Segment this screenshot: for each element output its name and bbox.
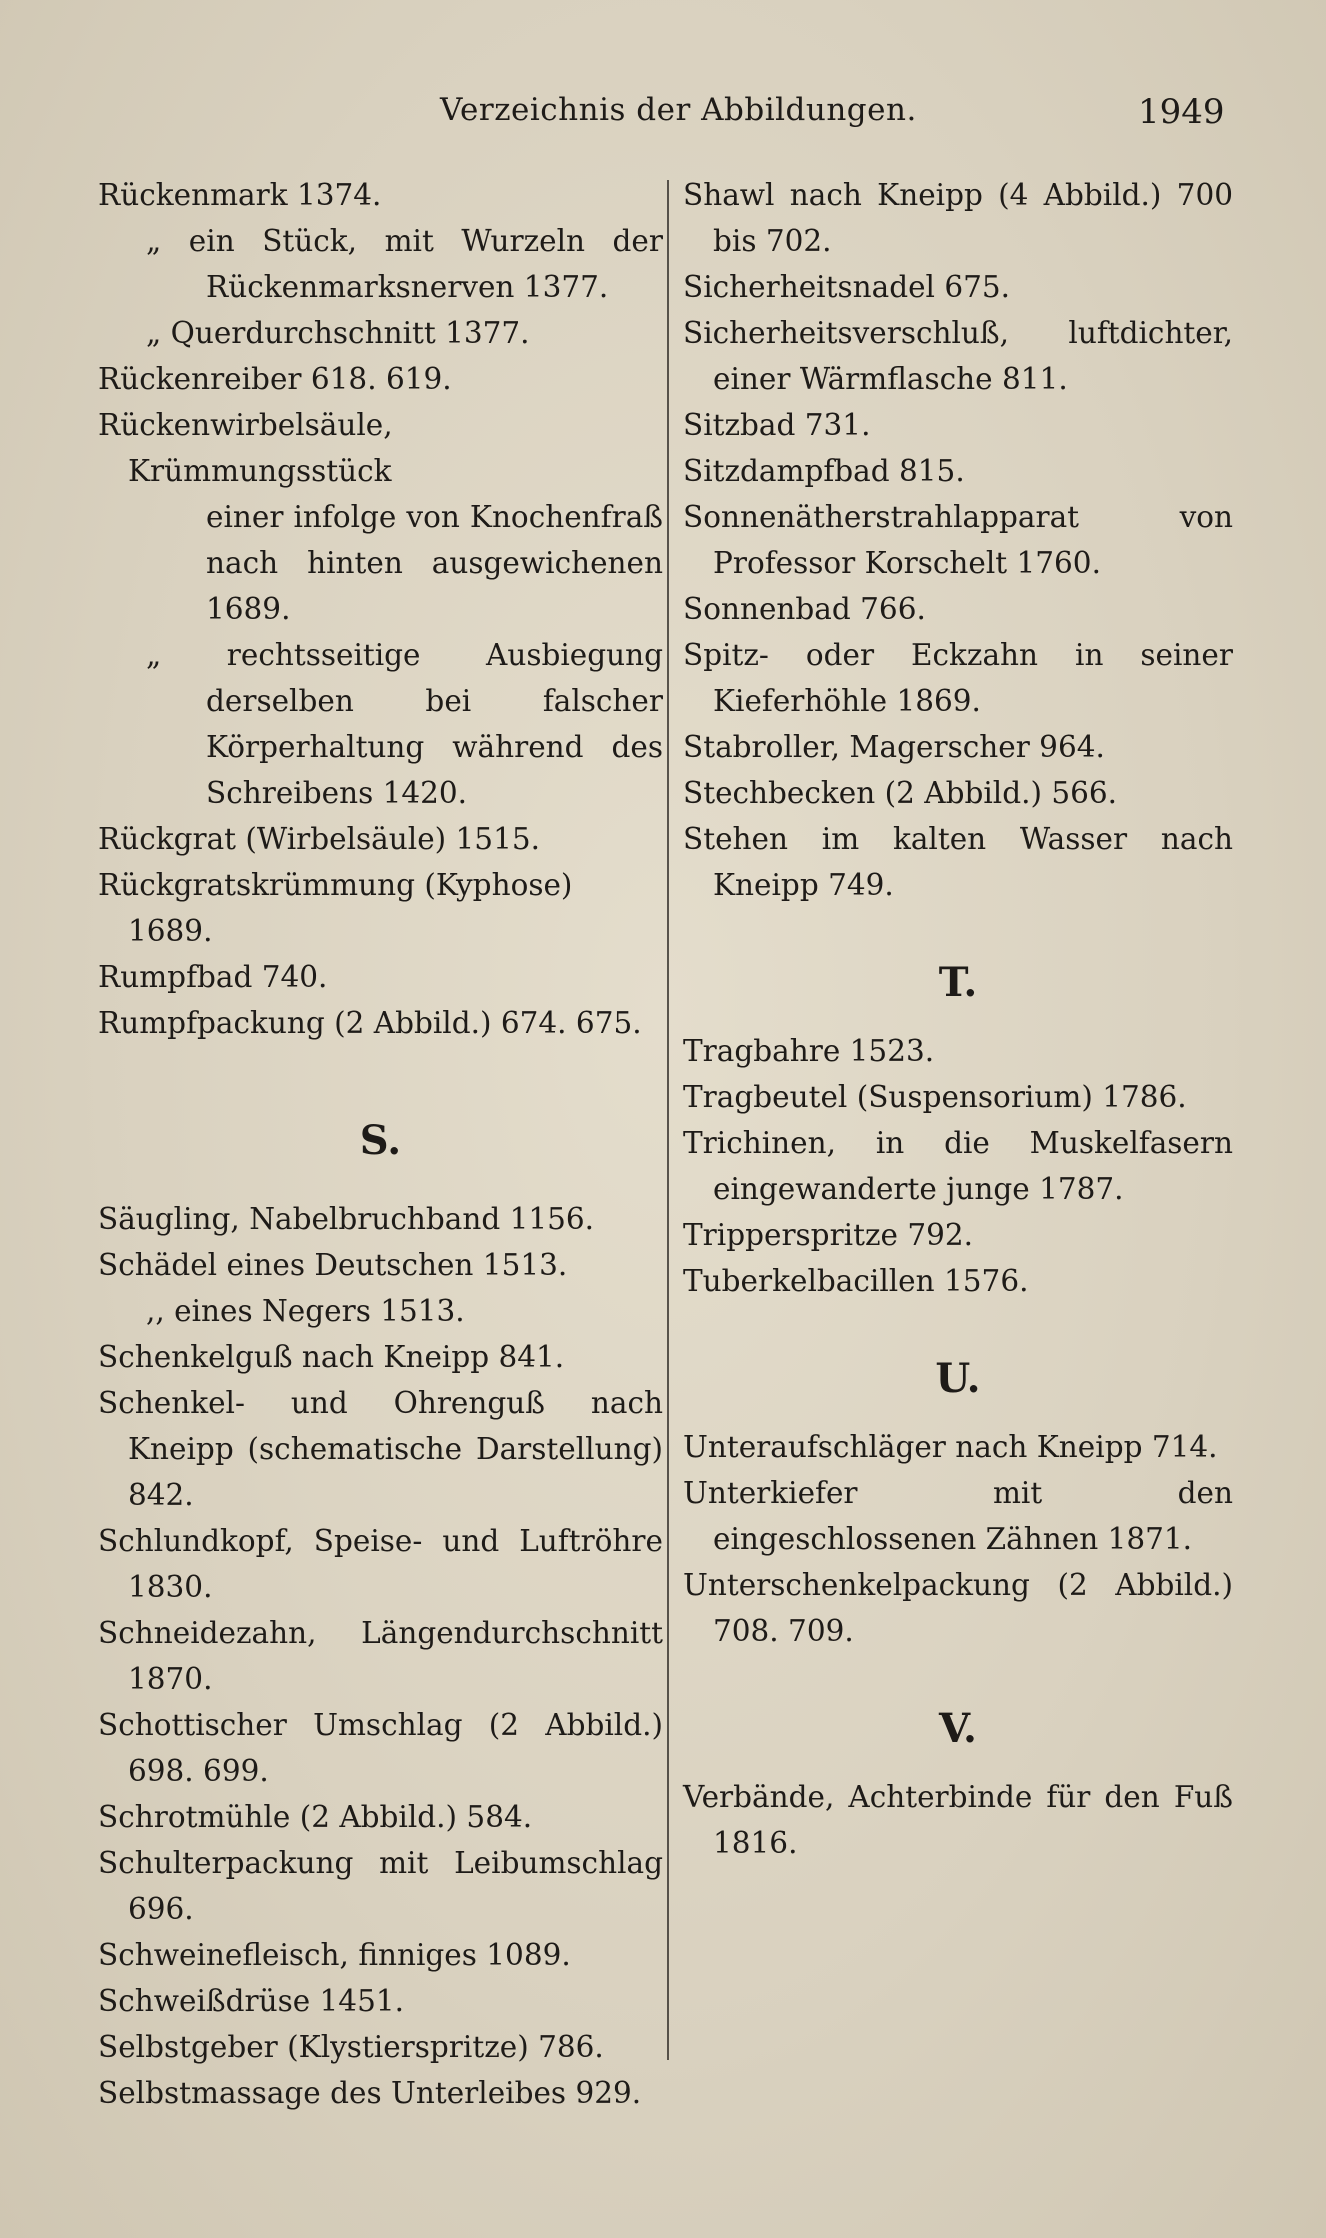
index-entry: Schweinefleisch, finniges 1089. bbox=[98, 1938, 571, 1972]
section-heading-s: S. bbox=[359, 1117, 402, 1164]
index-entry: Rückgrat (Wirbelsäule) 1515. bbox=[98, 822, 540, 856]
index-entry: Stechbecken (2 Abbild.) 566. bbox=[683, 776, 1118, 810]
left-column bbox=[98, 172, 663, 2116]
running-header: Verzeichnis der Abbildungen. bbox=[440, 92, 917, 128]
index-entry: Selbstmassage des Unterleibes 929. bbox=[98, 2076, 642, 2110]
index-entry: Sicherheitsverschluß, luftdichter, einer Wärmflasche 811. bbox=[683, 316, 1233, 396]
index-entry: Unterschenkelpackung (2 Abbild.) 708. 709. bbox=[683, 1568, 1233, 1648]
index-entry: Sitzbad 731. bbox=[683, 408, 871, 442]
index-entry: Rückenwirbelsäule, Krümmungsstück bbox=[98, 408, 393, 488]
index-entry: ,, eines Negers 1513. bbox=[146, 1294, 465, 1328]
index-entry: Stabroller, Magerscher 964. bbox=[683, 730, 1105, 764]
index-entry: Sonnenätherstrahlapparat von Professor Korschelt 1760. bbox=[683, 500, 1233, 580]
index-entry: „ ein Stück, mit Wurzeln der Rückenmarksnerven 1377. bbox=[146, 224, 663, 304]
index-entry: Schlundkopf, Speise- und Luftröhre 1830. bbox=[98, 1524, 663, 1604]
index-entry: Säugling, Nabelbruchband 1156. bbox=[98, 1202, 595, 1236]
index-entry: Schweißdrüse 1451. bbox=[98, 1984, 404, 2018]
index-entry: „ rechtsseitige Ausbiegung derselben bei falscher Körperhaltung während des Schreibens 1420. bbox=[146, 638, 663, 810]
index-entry: Schädel eines Deutschen 1513. bbox=[98, 1248, 568, 1282]
index-entry: Rückenreiber 618. 619. bbox=[98, 362, 452, 396]
index-entry: Schottischer Umschlag (2 Abbild.) 698. 699. bbox=[98, 1708, 663, 1788]
column-divider bbox=[667, 180, 669, 2060]
index-entry: Rückenmark 1374. bbox=[98, 178, 382, 212]
index-entry: Stehen im kalten Wasser nach Kneipp 749. bbox=[683, 822, 1233, 902]
index-entry: Unterkiefer mit den eingeschlossenen Zähnen 1871. bbox=[683, 1476, 1233, 1556]
section-heading-t: T. bbox=[938, 959, 978, 1006]
index-entry: Verbände, Achterbinde für den Fuß 1816. bbox=[683, 1780, 1233, 1860]
index-entry: Schulterpackung mit Leibumschlag 696. bbox=[98, 1846, 663, 1926]
index-entry: Schneidezahn, Längendurchschnitt 1870. bbox=[98, 1616, 663, 1696]
index-entry: Trichinen, in die Muskelfasern eingewanderte junge 1787. bbox=[683, 1126, 1233, 1206]
index-entry: Shawl nach Kneipp (4 Abbild.) 700 bis 702. bbox=[683, 178, 1233, 258]
index-entry: „ Querdurchschnitt 1377. bbox=[146, 316, 530, 350]
index-entry: einer infolge von Knochenfraß nach hinten ausgewichenen 1689. bbox=[206, 500, 663, 626]
index-entry: Sicherheitsnadel 675. bbox=[683, 270, 1011, 304]
page-number: 1949 bbox=[1138, 92, 1225, 132]
index-entry: Rumpfpackung (2 Abbild.) 674. 675. bbox=[98, 1006, 642, 1040]
index-entry: Spitz- oder Eckzahn in seiner Kieferhöhle 1869. bbox=[683, 638, 1233, 718]
index-entry: Selbstgeber (Klystierspritze) 786. bbox=[98, 2030, 604, 2064]
index-entry: Tragbahre 1523. bbox=[683, 1034, 935, 1068]
index-entry: Schenkel- und Ohrenguß nach Kneipp (schematische Darstellung) 842. bbox=[98, 1386, 663, 1512]
section-heading-u: U. bbox=[935, 1355, 981, 1402]
index-entry: Tripperspritze 792. bbox=[683, 1218, 974, 1252]
index-entry: Tuberkelbacillen 1576. bbox=[683, 1264, 1029, 1298]
section-heading-v: V. bbox=[939, 1705, 977, 1752]
index-entry: Schenkelguß nach Kneipp 841. bbox=[98, 1340, 565, 1374]
index-entry: Unteraufschläger nach Kneipp 714. bbox=[683, 1430, 1218, 1464]
index-entry: Sitzdampfbad 815. bbox=[683, 454, 965, 488]
index-entry: Rumpfbad 740. bbox=[98, 960, 328, 994]
right-column bbox=[683, 172, 1233, 1866]
index-entry: Sonnenbad 766. bbox=[683, 592, 926, 626]
index-entry: Schrotmühle (2 Abbild.) 584. bbox=[98, 1800, 533, 1834]
index-entry: Rückgratskrümmung (Kyphose) 1689. bbox=[98, 868, 573, 948]
index-entry: Tragbeutel (Suspensorium) 1786. bbox=[683, 1080, 1187, 1114]
